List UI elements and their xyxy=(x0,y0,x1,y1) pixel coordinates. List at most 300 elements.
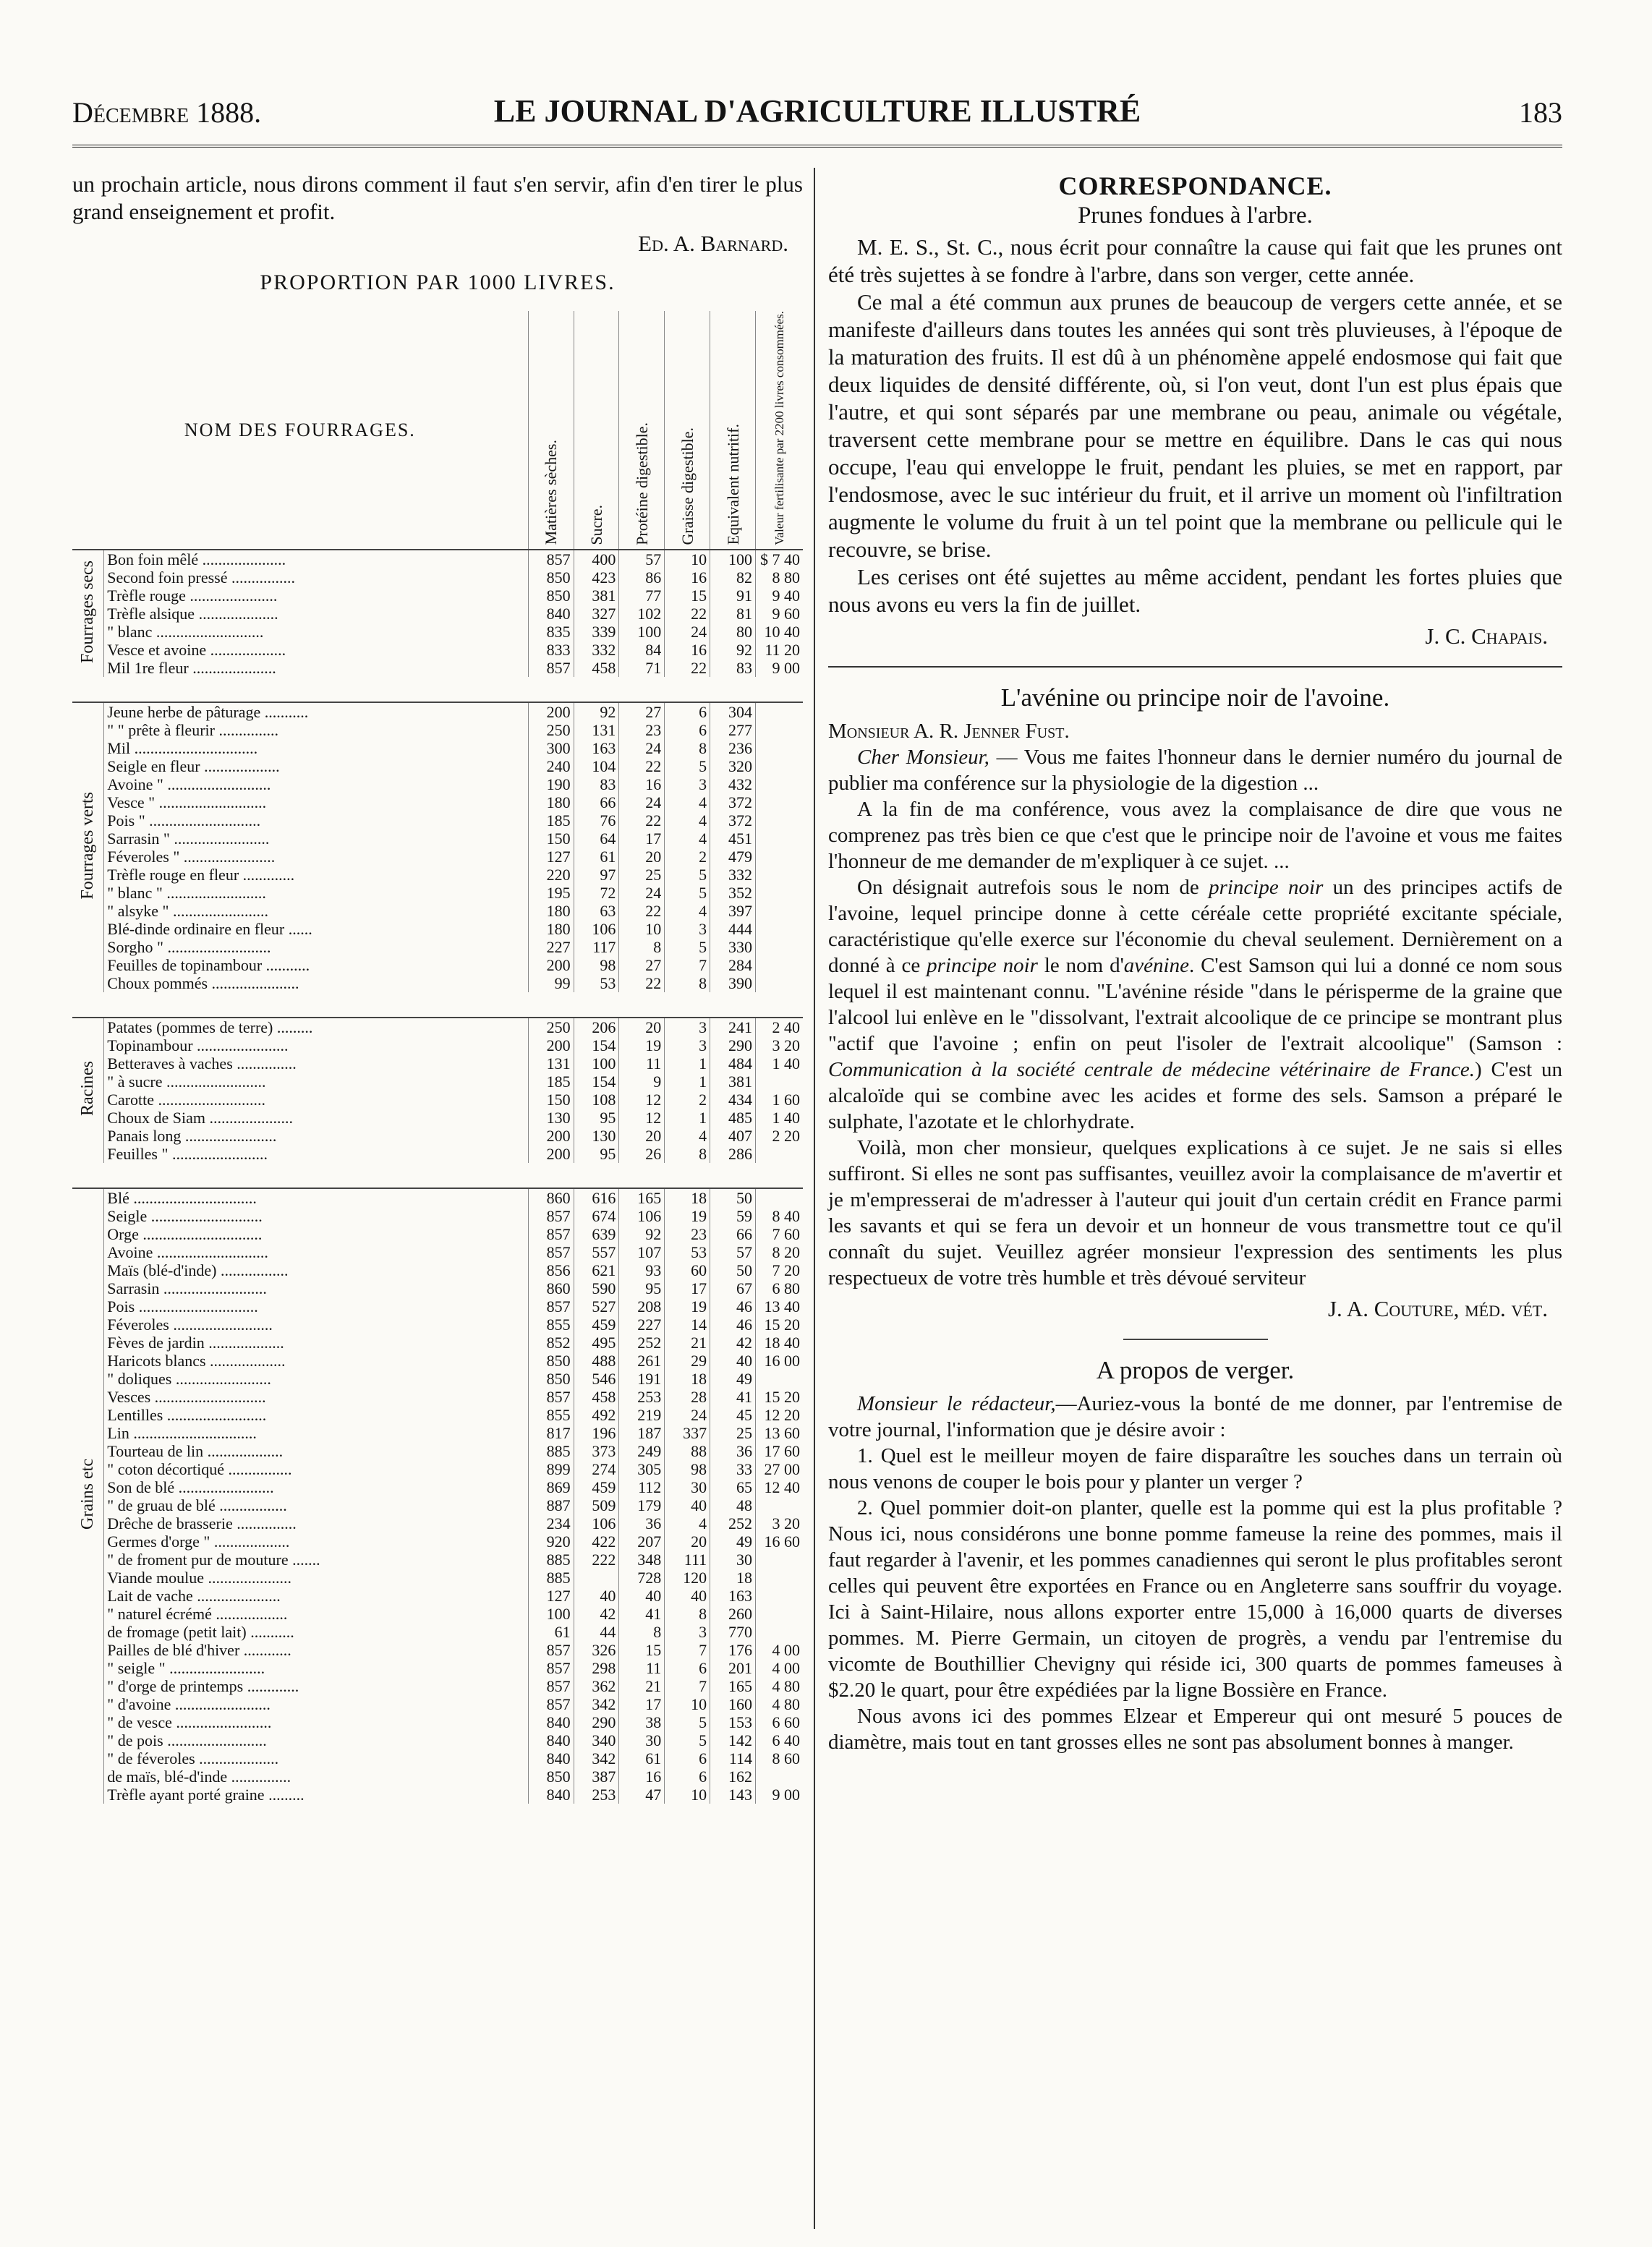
table-cell: 100 xyxy=(619,623,665,641)
table-cell: 17 xyxy=(619,830,665,848)
fodder-name: " de vesce ........................ xyxy=(107,1713,272,1731)
table-cell: 163 xyxy=(710,1587,756,1605)
table-cell: 10 xyxy=(619,920,665,938)
table-cell: 400 xyxy=(574,550,619,568)
table-cell: 7 xyxy=(665,1677,710,1695)
table-cell: 16 xyxy=(665,641,710,659)
table-cell: 49 xyxy=(710,1532,756,1551)
table-cell: 66 xyxy=(574,793,619,811)
table-cell: 920 xyxy=(528,1532,574,1551)
table-cell: 9 00 xyxy=(756,659,804,677)
table-cell: 30 xyxy=(619,1731,665,1749)
fodder-name: Féveroles ......................... xyxy=(107,1315,273,1334)
table-row xyxy=(72,938,803,956)
fodder-name: " de féveroles .................... xyxy=(107,1749,279,1768)
fodder-name: Pois " ............................ xyxy=(107,811,261,830)
table-cell: 320 xyxy=(710,757,756,775)
table-cell: 840 xyxy=(528,1731,574,1749)
table-cell: 165 xyxy=(710,1677,756,1695)
table-cell: 444 xyxy=(710,920,756,938)
fodder-name: Sorgho " .......................... xyxy=(107,937,271,956)
table-cell: 10 xyxy=(665,1695,710,1713)
fodder-name: Lin ............................... xyxy=(107,1423,257,1442)
table-cell: 40 xyxy=(574,1587,619,1605)
table-cell: 236 xyxy=(710,739,756,757)
table-cell: 850 xyxy=(528,587,574,605)
table-cell: 857 xyxy=(528,1297,574,1316)
table-row xyxy=(72,1073,803,1091)
table-cell: 18 xyxy=(710,1569,756,1587)
table-cell: 348 xyxy=(619,1551,665,1569)
correspondance-subtitle: Prunes fondues à l'arbre. xyxy=(1078,202,1313,229)
table-cell xyxy=(756,1073,804,1091)
table-cell: 196 xyxy=(574,1424,619,1442)
table-cell: 41 xyxy=(710,1388,756,1406)
table-cell: 17 60 xyxy=(756,1442,804,1460)
fodder-name: Trèfle rouge ...................... xyxy=(107,586,278,605)
correspondance-question: M. E. S., St. C., nous écrit pour connaître la cause qui fait que les prunes ont été très sujettes à se fondre à l'arbre, dans son verger, cette année. xyxy=(828,234,1562,287)
table-cell: 127 xyxy=(528,1587,574,1605)
table-cell: 46 xyxy=(710,1316,756,1334)
table-cell: 7 xyxy=(665,956,710,974)
table-row xyxy=(72,848,803,866)
table-cell xyxy=(574,1569,619,1587)
fodder-name: Second foin pressé ................ xyxy=(107,568,295,587)
table-cell: 840 xyxy=(528,1713,574,1731)
fodder-name: Pois .............................. xyxy=(107,1297,258,1316)
table-row xyxy=(72,1786,803,1804)
table-group xyxy=(72,702,803,992)
table-cell: 6 xyxy=(665,702,710,721)
table-cell: 42 xyxy=(710,1334,756,1352)
table-cell: 857 xyxy=(528,1388,574,1406)
table-cell: 253 xyxy=(574,1786,619,1804)
table-cell: 249 xyxy=(619,1442,665,1460)
table-cell: 4 xyxy=(665,1127,710,1145)
table-cell: 63 xyxy=(574,902,619,920)
table-cell: 9 60 xyxy=(756,605,804,623)
table-cell: 11 xyxy=(619,1659,665,1677)
table-cell: 352 xyxy=(710,884,756,902)
table-cell: 857 xyxy=(528,1677,574,1695)
table-cell: 40 xyxy=(665,1496,710,1514)
avenine-paragraph-4: Voilà, mon cher monsieur, quelques explications à ce sujet. Je ne sais si elles suffiront. Si elles ne sont pas suffisantes, veuillez avoir la complaisance de m'avertir et je m'empresserai de m'adresser à l'auteur qui jouit d'un certain crédit en France parmi les savants et qui se fera un devoir et un honneur de vous transmettre tout ce qu'il connaît du sujet. Veuillez agréer monsieur l'expression des sentiments les plus respectueux de votre très humble et très dévoué serviteur xyxy=(828,1136,1562,1289)
table-row xyxy=(72,793,803,811)
correspondance-signature: J. C. Chapais. xyxy=(1425,623,1548,649)
column-header: Matières sèches. xyxy=(528,311,574,550)
table-cell: 337 xyxy=(665,1424,710,1442)
table-cell: 6 xyxy=(665,1659,710,1677)
table-cell: 422 xyxy=(574,1532,619,1551)
table-row xyxy=(72,1659,803,1677)
verger-paragraph-1: Monsieur le rédacteur,—Auriez-vous la bonté de me donner, par l'entremise de votre journal, l'information que je désire avoir : xyxy=(828,1392,1562,1441)
avenine-title: L'avénine ou principe noir de l'avoine. xyxy=(1000,683,1390,712)
table-cell: 850 xyxy=(528,1768,574,1786)
table-row xyxy=(72,1605,803,1623)
table-cell: 286 xyxy=(710,1145,756,1163)
table-cell xyxy=(756,830,804,848)
table-cell: 16 xyxy=(619,1768,665,1786)
table-cell: 18 40 xyxy=(756,1334,804,1352)
table-cell: 234 xyxy=(528,1514,574,1532)
fodder-name: " d'orge de printemps ............. xyxy=(107,1676,299,1695)
table-cell xyxy=(756,775,804,793)
table-cell: 850 xyxy=(528,1352,574,1370)
table-cell: 261 xyxy=(619,1352,665,1370)
table-row xyxy=(72,1370,803,1388)
table-cell: 66 xyxy=(710,1225,756,1243)
fodder-name: de maïs, blé-d'inde ............... xyxy=(107,1767,291,1786)
table-row xyxy=(72,1054,803,1073)
table-cell: 46 xyxy=(710,1297,756,1316)
table-row xyxy=(72,1424,803,1442)
group-label: Grains etc xyxy=(72,1188,104,1804)
table-cell: 154 xyxy=(574,1073,619,1091)
table-cell: 176 xyxy=(710,1641,756,1659)
table-cell: 108 xyxy=(574,1091,619,1109)
table-cell: 97 xyxy=(574,866,619,884)
name-column-header: NOM DES FOURRAGES. xyxy=(184,419,416,440)
table-row xyxy=(72,568,803,587)
table-cell xyxy=(756,1188,804,1207)
table-cell: 621 xyxy=(574,1261,619,1279)
table-cell: 885 xyxy=(528,1551,574,1569)
table-row xyxy=(72,1207,803,1225)
fodder-name: Pailles de blé d'hiver ............ xyxy=(107,1640,291,1659)
table-cell: 33 xyxy=(710,1460,756,1478)
table-cell: 857 xyxy=(528,550,574,568)
table-cell: 6 xyxy=(665,1749,710,1768)
table-row xyxy=(72,1641,803,1659)
table-cell: 298 xyxy=(574,1659,619,1677)
table-cell: 4 xyxy=(665,830,710,848)
table-cell: 180 xyxy=(528,920,574,938)
group-spacer xyxy=(72,992,803,1018)
table-cell: 857 xyxy=(528,1695,574,1713)
table-cell: 200 xyxy=(528,702,574,721)
table-row xyxy=(72,1587,803,1605)
table-cell: 95 xyxy=(574,1109,619,1127)
fodder-name: Trèfle alsique .................... xyxy=(107,604,278,623)
table-cell: 6 xyxy=(665,1768,710,1786)
table-cell: 1 xyxy=(665,1054,710,1073)
fodder-name: Avoine " .......................... xyxy=(107,775,271,793)
table-row xyxy=(72,1127,803,1145)
table-cell: 362 xyxy=(574,1677,619,1695)
column-header: Equivalent nutritif. xyxy=(710,311,756,550)
table-cell: 728 xyxy=(619,1569,665,1587)
fodder-name: " alsyke " ........................ xyxy=(107,901,268,920)
fodder-name: Lentilles ......................... xyxy=(107,1405,267,1424)
table-row xyxy=(72,956,803,974)
fodder-name: Féveroles " ....................... xyxy=(107,847,276,866)
table-row xyxy=(72,884,803,902)
table-cell: 24 xyxy=(665,623,710,641)
table-cell: 240 xyxy=(528,757,574,775)
table-cell: 80 xyxy=(710,623,756,641)
table-cell: 495 xyxy=(574,1334,619,1352)
table-cell: 47 xyxy=(619,1786,665,1804)
table-cell xyxy=(756,938,804,956)
table-cell xyxy=(756,848,804,866)
table-cell: 340 xyxy=(574,1731,619,1749)
fodder-name: Trèfle ayant porté graine ......... xyxy=(107,1785,305,1804)
table-row xyxy=(72,1261,803,1279)
table-cell: 99 xyxy=(528,974,574,992)
table-cell xyxy=(756,866,804,884)
table-cell: 8 80 xyxy=(756,568,804,587)
table-cell: 25 xyxy=(619,866,665,884)
table-cell: 102 xyxy=(619,605,665,623)
table-cell: 3 xyxy=(665,1036,710,1054)
table-row xyxy=(72,1695,803,1713)
table-cell: 423 xyxy=(574,568,619,587)
table-cell: 131 xyxy=(574,721,619,739)
table-cell: 28 xyxy=(665,1388,710,1406)
table-cell: 50 xyxy=(710,1261,756,1279)
table-row xyxy=(72,1316,803,1334)
table-row xyxy=(72,1279,803,1297)
table-row xyxy=(72,702,803,721)
table-cell: 304 xyxy=(710,702,756,721)
table-cell: 76 xyxy=(574,811,619,830)
table-cell: 13 40 xyxy=(756,1297,804,1316)
table-cell: 24 xyxy=(665,1406,710,1424)
table-row xyxy=(72,1091,803,1109)
table-cell: 185 xyxy=(528,811,574,830)
table-cell: 869 xyxy=(528,1478,574,1496)
table-cell: 9 40 xyxy=(756,587,804,605)
fodder-name: Orge .............................. xyxy=(107,1224,263,1243)
table-cell: 61 xyxy=(528,1623,574,1641)
group-label: Racines xyxy=(72,1018,104,1163)
table-row xyxy=(72,830,803,848)
table-cell: 484 xyxy=(710,1054,756,1073)
table-cell: 4 xyxy=(665,1514,710,1532)
fodder-name: " blanc " ......................... xyxy=(107,883,266,902)
fodder-name: Choux pommés ...................... xyxy=(107,973,299,992)
table-cell: 3 xyxy=(665,775,710,793)
intro-paragraph: un prochain article, nous dirons comment il faut s'en servir, afin d'en tirer le plus grand enseignement et profit. xyxy=(72,171,803,224)
table-cell: 8 xyxy=(665,739,710,757)
table-row xyxy=(72,1297,803,1316)
table-cell: 222 xyxy=(574,1551,619,1569)
fodder-name: " naturel écrémé .................. xyxy=(107,1604,288,1623)
table-row xyxy=(72,1442,803,1460)
table-cell: 10 40 xyxy=(756,623,804,641)
table-row xyxy=(72,1677,803,1695)
table-cell: 479 xyxy=(710,848,756,866)
table-row xyxy=(72,1713,803,1731)
table-cell: 284 xyxy=(710,956,756,974)
table-cell: $ 7 40 xyxy=(756,550,804,568)
table-cell: 7 20 xyxy=(756,1261,804,1279)
table-row xyxy=(72,1623,803,1641)
table-cell: 4 xyxy=(665,793,710,811)
correspondance-title: CORRESPONDANCE. xyxy=(1058,171,1332,200)
table-cell: 857 xyxy=(528,1641,574,1659)
table-cell: 20 xyxy=(619,1127,665,1145)
table-cell: 42 xyxy=(574,1605,619,1623)
table-cell: 19 xyxy=(665,1297,710,1316)
table-cell xyxy=(756,721,804,739)
fodder-name: Sarrasin .......................... xyxy=(107,1279,267,1297)
table-cell: 3 20 xyxy=(756,1036,804,1054)
table-cell: 7 xyxy=(665,1641,710,1659)
table-cell: 390 xyxy=(710,974,756,992)
fodder-name: Blé-dinde ordinaire en fleur ...... xyxy=(107,919,312,938)
group-spacer xyxy=(72,1163,803,1188)
table-cell: 290 xyxy=(574,1713,619,1731)
group-label: Fourrages verts xyxy=(72,702,104,992)
fodder-name: Seigle en fleur ................... xyxy=(107,756,280,775)
table-cell: 4 xyxy=(665,902,710,920)
table-cell: 59 xyxy=(710,1207,756,1225)
fodder-name: Feuilles " ........................ xyxy=(107,1144,268,1163)
fodder-name: Betteraves à vaches ............... xyxy=(107,1054,297,1073)
table-cell: 253 xyxy=(619,1388,665,1406)
table-cell: 179 xyxy=(619,1496,665,1514)
table-cell: 21 xyxy=(665,1334,710,1352)
table-cell: 84 xyxy=(619,641,665,659)
table-cell: 5 xyxy=(665,1713,710,1731)
table-cell: 381 xyxy=(574,587,619,605)
table-cell: 485 xyxy=(710,1109,756,1127)
table-cell: 770 xyxy=(710,1623,756,1641)
table-cell: 95 xyxy=(574,1145,619,1163)
table-row xyxy=(72,1496,803,1514)
table-cell: 100 xyxy=(528,1605,574,1623)
table-cell xyxy=(756,974,804,992)
fodder-name: " " prête à fleurir ............... xyxy=(107,720,278,739)
table-cell: 12 xyxy=(619,1091,665,1109)
table-cell: 527 xyxy=(574,1297,619,1316)
table-cell: 639 xyxy=(574,1225,619,1243)
table-cell: 150 xyxy=(528,1091,574,1109)
table-cell: 61 xyxy=(574,848,619,866)
table-row xyxy=(72,1460,803,1478)
table-cell: 130 xyxy=(574,1127,619,1145)
table-cell: 833 xyxy=(528,641,574,659)
table-cell: 8 xyxy=(619,938,665,956)
table-cell: 40 xyxy=(619,1587,665,1605)
table-cell: 2 xyxy=(665,1091,710,1109)
table-cell: 12 40 xyxy=(756,1478,804,1496)
table-cell: 4 80 xyxy=(756,1695,804,1713)
table-cell: 93 xyxy=(619,1261,665,1279)
fodder-name: " blanc ........................... xyxy=(107,622,264,641)
table-row xyxy=(72,605,803,623)
table-cell: 22 xyxy=(619,902,665,920)
table-row xyxy=(72,721,803,739)
table-cell: 92 xyxy=(574,702,619,721)
fodder-name: Seigle ............................ xyxy=(107,1206,263,1225)
table-cell: 88 xyxy=(665,1442,710,1460)
table-cell: 857 xyxy=(528,1207,574,1225)
table-cell: 250 xyxy=(528,721,574,739)
table-row xyxy=(72,1018,803,1036)
table-cell: 18 xyxy=(665,1370,710,1388)
table-cell: 185 xyxy=(528,1073,574,1091)
table-cell: 187 xyxy=(619,1424,665,1442)
table-cell: 6 60 xyxy=(756,1713,804,1731)
table-cell: 83 xyxy=(710,659,756,677)
table-cell: 57 xyxy=(619,550,665,568)
table-cell: 2 xyxy=(665,848,710,866)
table-cell xyxy=(756,1623,804,1641)
table-cell: 38 xyxy=(619,1713,665,1731)
table-cell: 300 xyxy=(528,739,574,757)
fodder-name: Sarrasin " ........................ xyxy=(107,829,270,848)
table-cell: 6 40 xyxy=(756,1731,804,1749)
table-cell: 82 xyxy=(710,568,756,587)
table-cell: 3 20 xyxy=(756,1514,804,1532)
fodder-name: Carotte ........................... xyxy=(107,1090,266,1109)
table-cell: 4 00 xyxy=(756,1641,804,1659)
table-row xyxy=(72,866,803,884)
table-row xyxy=(72,739,803,757)
table-cell: 852 xyxy=(528,1334,574,1352)
fodder-table xyxy=(72,311,803,1804)
table-cell: 41 xyxy=(619,1605,665,1623)
table-cell: 219 xyxy=(619,1406,665,1424)
table-cell: 165 xyxy=(619,1188,665,1207)
fodder-name: Tourteau de lin ................... xyxy=(107,1441,284,1460)
table-cell: 36 xyxy=(619,1514,665,1532)
table-cell: 20 xyxy=(619,1018,665,1036)
table-cell: 451 xyxy=(710,830,756,848)
table-row xyxy=(72,1569,803,1587)
table-cell: 106 xyxy=(574,920,619,938)
table-cell: 11 20 xyxy=(756,641,804,659)
table-cell: 24 xyxy=(619,793,665,811)
fodder-name: " d'avoine ........................ xyxy=(107,1694,271,1713)
table-cell: 12 20 xyxy=(756,1406,804,1424)
page-header xyxy=(72,87,1562,137)
table-cell: 850 xyxy=(528,1370,574,1388)
table-cell: 60 xyxy=(665,1261,710,1279)
table-cell: 8 40 xyxy=(756,1207,804,1225)
table-cell: 44 xyxy=(574,1623,619,1641)
table-cell: 5 xyxy=(665,884,710,902)
table-row xyxy=(72,1036,803,1054)
table-cell: 12 xyxy=(619,1109,665,1127)
fodder-name: Lait de vache ..................... xyxy=(107,1586,281,1605)
table-cell: 4 80 xyxy=(756,1677,804,1695)
fodder-name: Blé ............................... xyxy=(104,1188,528,1207)
table-cell: 860 xyxy=(528,1279,574,1297)
table-row xyxy=(72,1334,803,1352)
table-cell: 40 xyxy=(710,1352,756,1370)
table-cell: 1 xyxy=(665,1109,710,1127)
table-row xyxy=(72,1749,803,1768)
table-cell: 8 xyxy=(619,1623,665,1641)
table-cell: 817 xyxy=(528,1424,574,1442)
right-column xyxy=(828,171,1562,1755)
table-cell xyxy=(756,702,804,721)
fodder-name: Vesce " ........................... xyxy=(107,793,267,811)
table-row xyxy=(72,1551,803,1569)
table-cell: 860 xyxy=(528,1188,574,1207)
table-row xyxy=(72,641,803,659)
table-cell: 27 xyxy=(619,956,665,974)
table-cell: 20 xyxy=(619,848,665,866)
table-cell: 65 xyxy=(710,1478,756,1496)
table-cell: 16 60 xyxy=(756,1532,804,1551)
table-cell: 30 xyxy=(710,1551,756,1569)
table-cell: 857 xyxy=(528,1243,574,1261)
table-group xyxy=(72,1018,803,1163)
